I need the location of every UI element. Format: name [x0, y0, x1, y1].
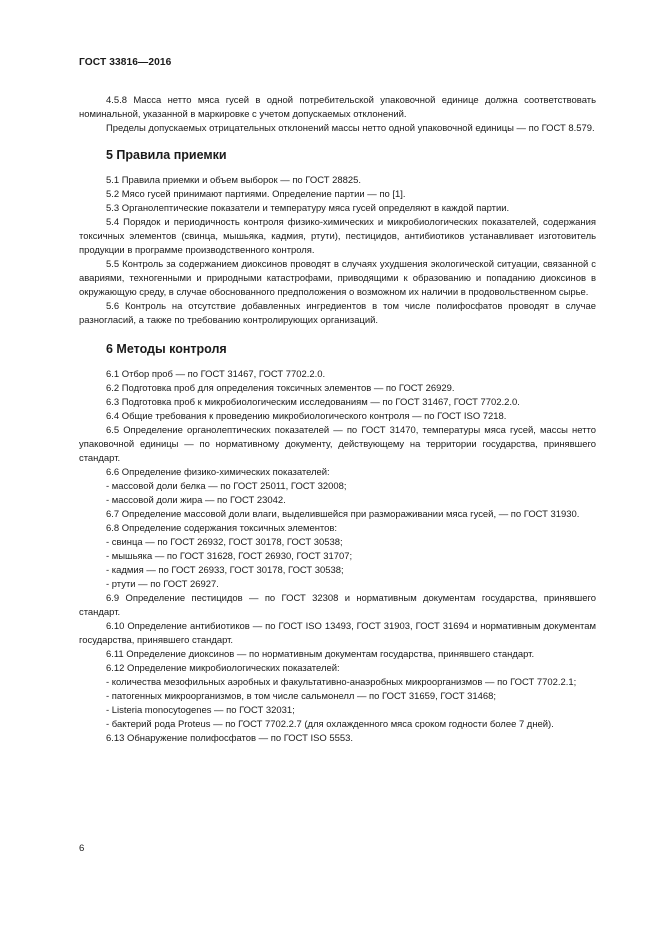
list-item-listeria: - Listeria monocytogenes — по ГОСТ 32031;: [106, 705, 295, 716]
section-6-title: 6 Методы контроля: [106, 342, 227, 356]
document-code-header: ГОСТ 33816—2016: [79, 57, 172, 68]
document-body: [79, 94, 596, 746]
clause-5-3: 5.3 Органолептические показатели и температуру мяса гусей определяют в каждой партии.: [106, 203, 510, 214]
clause-5-2: 5.2 Мясо гусей принимают партиями. Определение партии — по [1].: [106, 189, 406, 200]
clause-6-13: 6.13 Обнаружение полифосфатов — по ГОСТ ISO 5553.: [106, 733, 353, 744]
clause-6-12: 6.12 Определение микробиологических показателей:: [106, 663, 340, 674]
list-item-fat: - массовой доли жира — по ГОСТ 23042.: [106, 495, 286, 506]
clause-6-7: 6.7 Определение массовой доли влаги, выделившейся при размораживании мяса гусей, — по ГОСТ 31930.: [106, 509, 580, 520]
paragraph-mass-limits: Пределы допускаемых отрицательных отклонений массы нетто одной упаковочной единицы — по ГОСТ 8.579.: [106, 123, 595, 134]
list-item-lead: - свинца — по ГОСТ 26932, ГОСТ 30178, ГОСТ 30538;: [106, 537, 343, 548]
list-item-mesophilic: - количества мезофильных аэробных и факультативно-анаэробных микроорганизмов — по ГОСТ 7702.2.1;: [106, 677, 577, 688]
clause-5-4: 5.4 Порядок и периодичность контроля физико-химических и микробиологических показателей, содержания токсичных элементов (свинца, мышьяка, кадмия, ртути), пестицидов, антибиотиков устанавливает изготовитель продукции в программе производственного контроля.: [79, 217, 596, 256]
clause-6-4: 6.4 Общие требования к проведению микробиологического контроля — по ГОСТ ISO 7218.: [106, 411, 507, 422]
clause-6-11: 6.11 Определение диоксинов — по нормативным документам государства, принявшего стандарт.: [106, 649, 535, 660]
clause-6-1: 6.1 Отбор проб — по ГОСТ 31467, ГОСТ 7702.2.0.: [106, 369, 326, 380]
section-5-title: 5 Правила приемки: [106, 148, 227, 162]
list-item-pathogens: - патогенных микроорганизмов, в том числе сальмонелл — по ГОСТ 31659, ГОСТ 31468;: [106, 691, 497, 702]
list-item-protein: - массовой доли белка — по ГОСТ 25011, ГОСТ 32008;: [106, 481, 347, 492]
page-number: 6: [79, 843, 85, 854]
list-item-cadmium: - кадмия — по ГОСТ 26933, ГОСТ 30178, ГОСТ 30538;: [106, 565, 344, 576]
clause-6-3: 6.3 Подготовка проб к микробиологическим исследованиям — по ГОСТ 31467, ГОСТ 7702.2.0.: [106, 397, 520, 408]
clause-5-6: 5.6 Контроль на отсутствие добавленных ингредиентов в том числе полифосфатов проводят в случае разногласий, а также по требованию контролирующих организаций.: [79, 301, 596, 326]
list-item-mercury: - ртути — по ГОСТ 26927.: [106, 579, 219, 590]
clause-6-2: 6.2 Подготовка проб для определения токсичных элементов — по ГОСТ 26929.: [106, 383, 455, 394]
clause-6-8: 6.8 Определение содержания токсичных элементов:: [106, 523, 338, 534]
clause-6-6: 6.6 Определение физико-химических показателей:: [106, 467, 330, 478]
clause-6-10: 6.10 Определение антибиотиков — по ГОСТ ISO 13493, ГОСТ 31903, ГОСТ 31694 и нормативным документам государства, принявшего стандарт.: [79, 621, 596, 646]
list-item-proteus: - бактерий рода Proteus — по ГОСТ 7702.2.7 (для охлажденного мяса сроком годности более 7 дней).: [106, 719, 554, 730]
clause-5-1: 5.1 Правила приемки и объем выборок — по ГОСТ 28825.: [106, 175, 361, 186]
clause-5-5: 5.5 Контроль за содержанием диоксинов проводят в случаях ухудшения экологической ситуации, связанной с авариями, техногенными и природными катастрофами, приводящими к образованию и попаданию диоксинов в окружающую среду, в случае обоснованного предположения о возможном их наличии в продовольственном сырье.: [79, 259, 596, 298]
clause-6-5: 6.5 Определение органолептических показателей — по ГОСТ 31470, температуры мяса гусей, массы нетто упаковочной единицы — по нормативному документу, действующему на территории государства, принявшего стандарт.: [79, 425, 596, 464]
list-item-arsenic: - мышьяка — по ГОСТ 31628, ГОСТ 26930, ГОСТ 31707;: [106, 551, 353, 562]
paragraph-4-5-8: 4.5.8 Масса нетто мяса гусей в одной потребительской упаковочной единице должна соответствовать номинальной, указанной в маркировке с учетом допускаемых отклонений.: [79, 95, 596, 120]
clause-6-9: 6.9 Определение пестицидов — по ГОСТ 32308 и нормативным документам государства, принявшего стандарт.: [79, 593, 596, 618]
